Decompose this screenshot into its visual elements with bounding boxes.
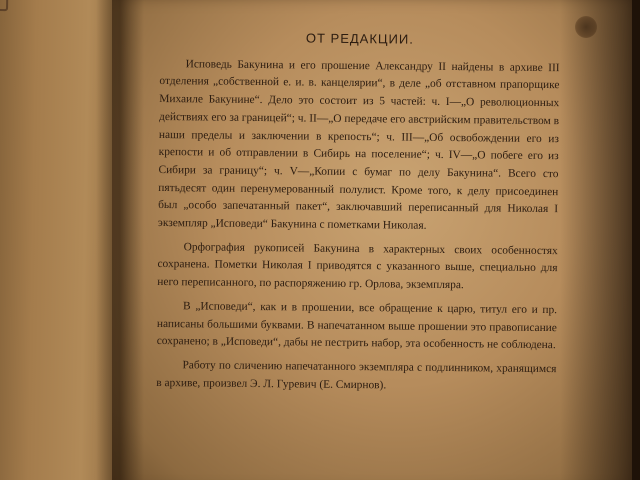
spine-shadow — [96, 0, 144, 480]
paragraph-1: Исповедь Бакунина и его прошение Александру II найдены в архиве III отделения „собственной е. и. в. канцелярии“, в деле „об отставном прапорщике Михаиле Бакунине“. Дело это состоит из 5 частей: ч. I—„О революционных действиях его за границей“; ч. II—„О передаче его австрийским правительством в наши пределы и заключении в крепость“; ч. III—„Об освобождении его из крепости и об отправлении в Сибирь на поселение“; ч. IV—„О побеге его из Сибири за границу“; ч. V—„Копии с бумаг по делу Бакунина“. Всего сто пятьдесят один перенумерованный полулист. Кроме того, к делу присоединен был „особо запечатанный пакет“, заключавший переписанный для Николая I экземпляр „Исповеди“ Бакунина с пометками Николая. — [157, 57, 560, 232]
paragraph-2: Орфография рукописей Бакунина в характерных своих особенностях сохранена. Пометки Николая I приводятся с указанного выше, специально для него переписанного, по распоряжению гр. Орлова, экземпляра. — [157, 240, 558, 292]
editorial-note — [156, 28, 560, 403]
page-heading: ОТ РЕДАКЦИИ. — [305, 30, 414, 47]
paragraph-3: В „Исповеди“, как и в прошении, все обращение к царю, титул его и пр. написаны большими буквами. В напечатанном выше прошении это правописание сохранено; в „Исповеди“, дабы не пестрить набор, эта особенность не соблюдена. — [156, 300, 558, 352]
page-edge-shadow — [560, 0, 640, 480]
page-mark — [0, 0, 8, 11]
paragraph-4: Работу по сличению напечатанного экземпляра с подлинником, хранящимся в архиве, произвел Э. Л. Гуревич (Е. Смирнов). — [156, 359, 557, 392]
